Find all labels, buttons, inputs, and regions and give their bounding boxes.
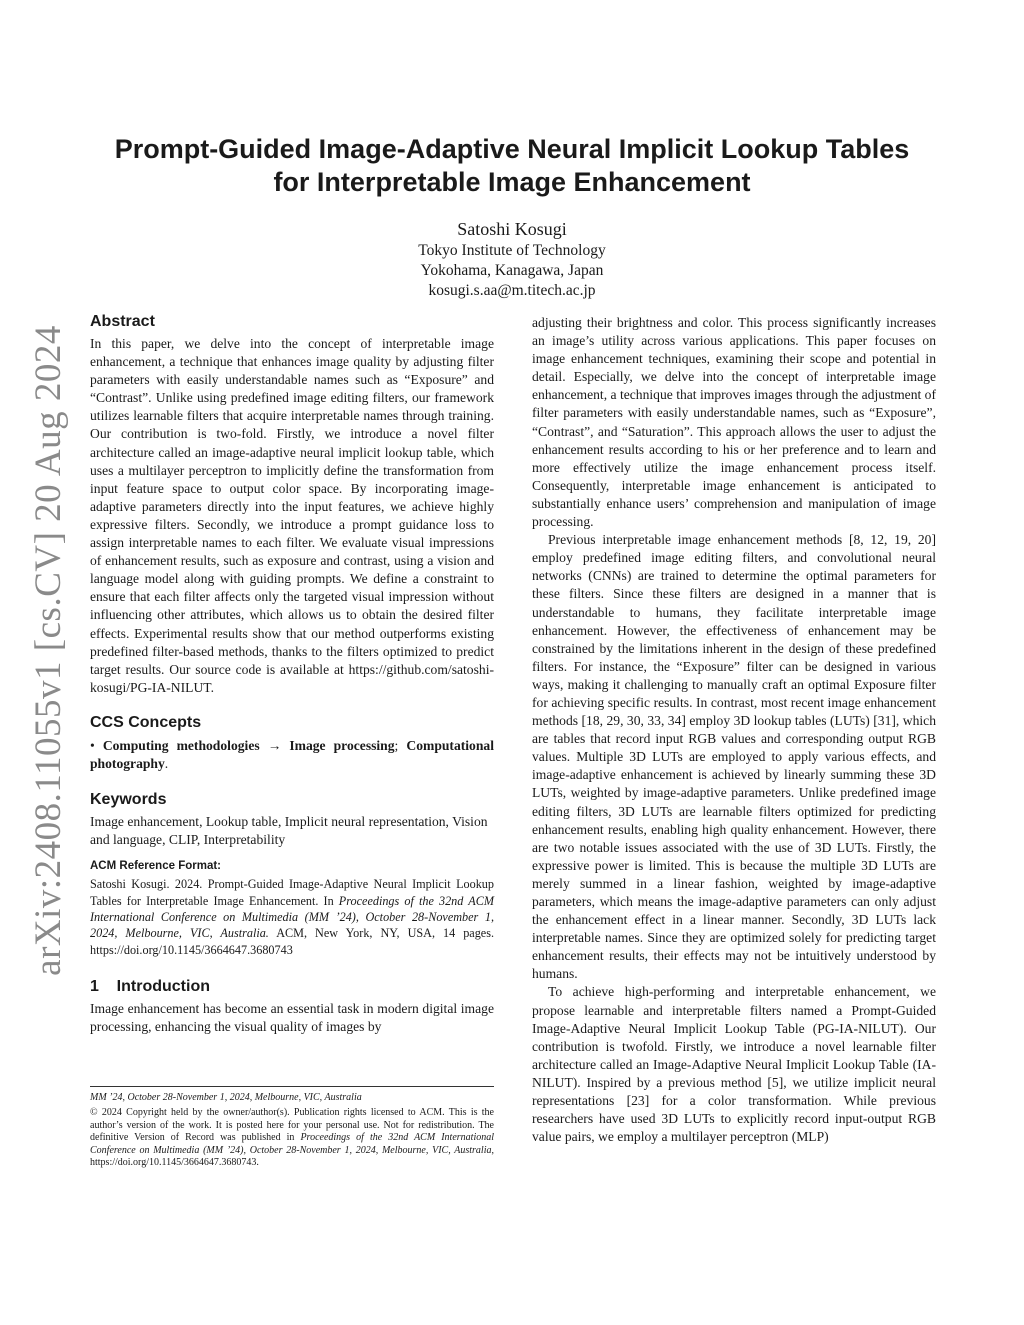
ccs-item-photography: Computational photography (90, 737, 494, 771)
acm-ref-text (90, 876, 494, 958)
acm-ref-proceedings: Proceedings of the 32nd ACM International Conference on Multimedia (MM ’24), October 28-November 1, 2024, Melbourne, VIC, Australia. (90, 893, 494, 941)
acm-ref-part-1: Satoshi Kosugi. 2024. Prompt-Guided Image-Adaptive Neural Implicit Lookup Tables for Interpretable Image Enhancement. In (90, 877, 494, 908)
intro-paragraph-1-left: Image enhancement has become an essential task in modern digital image processing, enhancing the visual quality of images by (90, 1001, 494, 1035)
acm-ref-heading: ACM Reference Format: (90, 860, 221, 873)
arxiv-stamp (18, 324, 78, 976)
author-block (200, 217, 824, 301)
keywords-text: Image enhancement, Lookup table, Implicit neural representation, Vision and language, CLIP, Interpretability (90, 814, 488, 848)
acm-ref-part-3: ACM, New York, NY, USA, 14 pages. https://doi.org/10.1145/3664647.3680743 (90, 926, 494, 957)
keywords-heading: Keywords (90, 791, 167, 809)
intro-paragraph-1-right: adjusting their brightness and color. This process significantly increases an image’s utility across various applications. This paper focuses on image enhancement techniques, examining their scope and potential in detail. Especially, we delve into the concept of interpretable image enhancement, a technique that improves images through the adjustment of filter parameters with easily understandable names, such as “Exposure”, “Contrast”, and “Saturation”. This approach allows the user to adjust the enhancement results according to his or her preference and to learn and more effectively utilize the image enhancement process itself. Consequently, interpretable image enhancement is anticipated to substantially enhance users’ comprehension and manipulation of image processing. (532, 315, 936, 530)
ccs-concepts (90, 737, 494, 773)
footnote (90, 1086, 494, 1169)
ccs-end: . (164, 755, 169, 771)
intro-paragraph-3: To achieve high-performing and interpretable enhancement, we propose learnable and interpretable filters named a Prompt-Guided Image-Adaptive Neural Implicit Lookup Table (PG-IA-NILUT). Our contribution is twofold. Firstly, we introduce a novel learnable filter architecture called an Image-Adaptive Neural Implicit Lookup Table (IA-NILUT). Inspired by a previous method [5], we utilize implicit neural representations [23] for a color transformation. While previous researchers have used 3D LUTs to explicitly record input-output RGB value pairs, we employ a multilayer perceptron (MLP) (532, 984, 936, 1145)
arxiv-stamp-text: arXiv:2408.11055v1 [cs.CV] 20 Aug 2024 (27, 324, 69, 976)
right-column (532, 314, 936, 1146)
intro-paragraph-2: Previous interpretable image enhancement methods [8, 12, 19, 20] employ predefined image editing filters, and convolutional neural networks (CNNs) are trained to determine the optimal parameters for these filters. Since these filters are designed in a manner that is understandable to humans, they facilitate interpretable image enhancement. However, the effectiveness of enhancement may be constrained by the limitations inherent in the design of these predefined filters. For instance, the “Exposure” filter can be designed in various ways, making it challenging to manually craft an optimal Exposure filter for achieving specific results. In contrast, most recent image enhancement methods [18, 29, 30, 33, 34] employ 3D lookup tables (LUTs) [31], which are tables that record input RGB values and corresponding output RGB values. Multiple 3D LUTs are employed to apply various effects, and image-adaptive enhancement is achieved by linearly summing these 3D LUTs, weighted by image-adaptive parameters. Unlike predefined image editing filters, 3D LUTs are learnable filters optimized for predicting enhancement results, enabling high quality enhancement. However, there are two notable issues associated with the use of 3D LUTs. Firstly, the expressive power is limited. This is because the multiple 3D LUTs are merely summed in a linear fashion, weighted by image-adaptive parameters, which means the image-adaptive parameters can only adjust the enhancement effect in a linear manner. Secondly, 3D LUTs lack interpretable names. Since they are optimized solely for predicting target enhancement results, their effects may not be intuitively understood by humans. (532, 532, 936, 982)
author-location: Yokohama, Kanagawa, Japan (420, 262, 604, 279)
footnote-copyright-b: Proceedings of the 32nd ACM International Conference on Multimedia (MM ’24), October 28-November 1, 2024, Melbourne, VIC, Australia (90, 1132, 494, 1156)
paper-title-line-1: Prompt-Guided Image-Adaptive Neural Implicit Lookup Tables (114, 134, 910, 164)
footnote-copyright-c: , https://doi.org/10.1145/3664647.3680743. (90, 1144, 494, 1169)
footnote-venue: MM ’24, October 28-November 1, 2024, Melbourne, VIC, Australia (90, 1092, 362, 1103)
author-affiliation: Tokyo Institute of Technology (418, 242, 606, 259)
ccs-arrow: → (267, 737, 282, 753)
ccs-separator: ; (394, 737, 399, 753)
footnote-copyright-a: © 2024 Copyright held by the owner/author(s). Publication rights licensed to ACM. This is the author’s version of the work. It is posted here for your personal use. Not for redistribution. The definitive Version of Record was published in (90, 1107, 494, 1144)
abstract-text: In this paper, we delve into the concept of interpretable image enhancement, a technique that enhances image quality by adjusting filter parameters with easily understandable names such as “Exposure” and “Contrast”. Unlike using predefined image editing filters, our framework utilizes learnable filters that acquire interpretable names through training. Our contribution is two-fold. Firstly, we introduce a novel filter architecture called an image-adaptive neural implicit lookup table, which uses a multilayer perceptron to implicitly define the transformation from input feature space to output color space. By incorporating image-adaptive parameters directly into the input features, we achieve highly expressive filters. Secondly, we introduce a prompt guidance loss to assign interpretable names to each filter. We evaluate visual impressions of enhancement results, such as exposure and contrast, using a vision and language model along with guiding prompts. We define a constraint to ensure that each filter affects only the targeted visual impression without influencing other attributes, which allows us to obtain the desired filter effects. Experimental results show that our method outperforms existing predefined filter-based methods, thanks to the filters optimized to predict target results. Our source code is available at https://github.com/satoshi-kosugi/PG-IA-NILUT. (90, 336, 494, 695)
abstract-heading: Abstract (90, 313, 155, 330)
footnote-copyright (90, 1107, 494, 1169)
paper-title-line-2: for Interpretable Image Enhancement (273, 167, 751, 197)
ccs-heading: CCS Concepts (90, 713, 202, 731)
ccs-item-image-processing: Image processing (289, 737, 395, 753)
ccs-bullet: • (90, 737, 95, 753)
ccs-item-computing: Computing methodologies (102, 737, 260, 753)
intro-heading: 1 Introduction (90, 978, 210, 996)
paper-title (60, 133, 964, 199)
author-name: Satoshi Kosugi (457, 219, 567, 239)
author-email: kosugi.s.aa@m.titech.ac.jp (428, 282, 596, 299)
left-column (90, 311, 494, 1036)
